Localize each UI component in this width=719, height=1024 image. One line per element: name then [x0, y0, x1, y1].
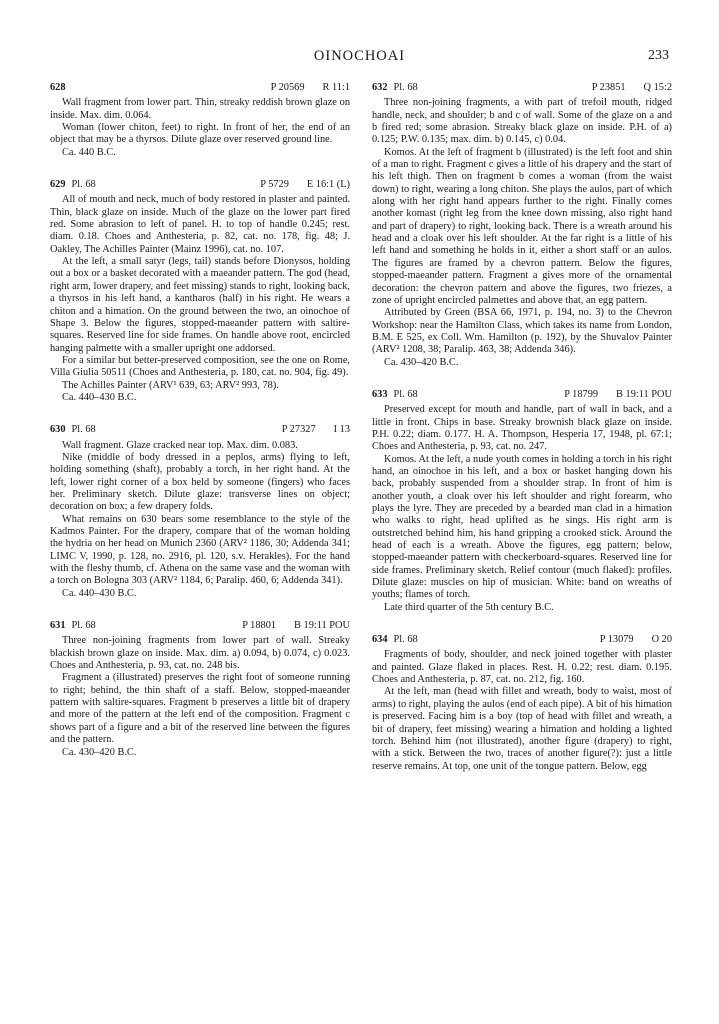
- entry-paragraph: Fragments of body, shoulder, and neck joined together with plaster and painted. Glaze flaked in places. Rest. H. 0.22; rest. diam. 0.195. Choes and Anthesteria, p. 87, cat. no. 212, fig. 160.: [372, 649, 672, 686]
- entry-inventory: P 23851: [591, 82, 626, 93]
- entry-plate: Pl. 68: [71, 620, 96, 632]
- entry-number: 631: [50, 620, 66, 632]
- entry-paragraph: Preserved except for mouth and handle, part of wall in back, and a little in front. Chips in base. Streaky brownish black glaze on inside. P.H. 0.22; diam. 0.177. H. A. Thompson, Hesperia 17, 1948, pl. 67:1; Choes and Anthesteria, p. 93, cat. no. 247.: [372, 404, 672, 453]
- entry-inventory: P 18801: [242, 620, 277, 632]
- entry-location: Q 15:2: [643, 82, 672, 93]
- entry-plate: Pl. 68: [71, 424, 96, 436]
- right-column: [372, 82, 672, 793]
- entry-number: 628: [50, 82, 66, 93]
- entry-paragraph: At the left, a small satyr (legs, tail) stands before Dionysos, holding out a box or a basket decorated with a maeander pattern. The god (head, right arm, lower drapery, and feet missing) stands to right, looking back, a thyrsos in his left hand, a kantharos (half) in his right. He wears a chiton and a himation. On the ground between the two, an oinochoe of Shape 3. Below the figures, stopped-maeander pattern with saltire-squares. Reserved line for side frames. On handle above root, encircled hanging palmette with a smaller upright one addorsed.: [50, 256, 350, 354]
- catalogue-entry: [372, 82, 672, 369]
- entry-plate: Pl. 68: [71, 179, 96, 191]
- running-head-title: OINOCHOAI: [313, 48, 406, 64]
- entry-paragraph: Komos. At the left of fragment b (illustrated) is the left foot and shin of a man to right. Fragment c gives a little of his drapery and the start of his left thigh. Then on fragment b comes a woman (from the waist down) to right, wearing a long chiton. She plays the aulos, part of which along with her right hand appears further to the right. Finally comes another komast (right leg from the knee down missing, also right hand and part of drapery) to right, looking back. There is a wreath around his head and a cloak over his left shoulder. At the far right is a little of his left hand and something he holds in it, either a short staff or an aulos. The figures are framed by a chevron pattern. Below the figures, stopped-maeander pattern. Fragment a gives more of the ornamental decoration: the chevron pattern and above the figures, two friezes, a zone of upright encircled palmettes and above that, an egg pattern.: [372, 146, 672, 306]
- entry-header: [50, 82, 350, 94]
- entry-location: B 19:11 POU: [294, 620, 350, 632]
- entry-location: B 19:11 POU: [616, 388, 672, 400]
- entry-header: [372, 389, 672, 401]
- entry-location: I 13: [333, 424, 350, 436]
- entry-location: E 16:1 (L): [306, 179, 350, 191]
- entry-number: 630: [50, 424, 66, 436]
- entry-date: Ca. 430–420 B.C.: [384, 356, 459, 368]
- entry-paragraph: For a similar but better-preserved composition, see the one on Rome, Villa Giulia 50511 (Choes and Anthesteria, p. 180, cat. no. 904, fig. 49).: [50, 354, 350, 379]
- entry-inventory: P 27327: [281, 424, 316, 436]
- entry-inventory: P 5729: [260, 179, 289, 191]
- entry-date: Ca. 440 B.C.: [62, 146, 116, 158]
- entry-paragraph: Three non-joining fragments from lower part of wall. Streaky blackish brown glaze on inside. Max. dim. a) 0.094, b) 0.074, c) 0.023. Choes and Anthesteria, p. 93, cat. no. 248 bis.: [50, 635, 350, 672]
- entry-inventory: P 18799: [564, 388, 599, 400]
- catalogue-entry: [50, 620, 350, 759]
- catalogue-entry: [372, 634, 672, 773]
- entry-number: 634: [372, 634, 388, 646]
- entry-plate: Pl. 68: [393, 82, 418, 93]
- entry-plate: Pl. 68: [393, 634, 418, 646]
- entry-date: Ca. 430–420 B.C.: [62, 746, 137, 758]
- entry-header: [372, 634, 672, 646]
- entry-paragraph: Wall fragment from lower part. Thin, streaky reddish brown glaze on inside. Max. dim. 0.064.: [50, 97, 350, 121]
- catalogue-entry: [50, 82, 350, 159]
- entry-paragraph: Attributed by Green (BSA 66, 1971, p. 194, no. 3) to the Chevron Workshop: near the Hamilton Class, which takes its name from London, B.M. E 525, ex Coll. Wm. Hamilton (p. 192), by the Shuvalov Painter (ARV² 1208, 38; Paralip. 463, 38; Addenda 346).: [372, 307, 672, 356]
- catalogue-entry: [50, 179, 350, 404]
- running-head: [0, 48, 719, 68]
- entry-paragraph: At the left, man (head with fillet and wreath, body to waist, most of arms) to right, playing the aulos (end of each pipe). A bit of his himation is preserved. Facing him is a boy (top of head with fillet and wreath, a bit of drapery, feet missing) wearing a himation and holding a lighted torch. Behind him (not illustrated), another figure (drapery) to right, with a stick. Between the two, traces of another figure(?): just a little reserve remains. At top, one unit of the tongue pattern. Below, egg: [372, 686, 672, 772]
- entry-inventory: P 13079: [599, 634, 634, 646]
- entry-plate: Pl. 68: [393, 388, 418, 400]
- entry-number: 632: [372, 82, 388, 93]
- entry-paragraph: Woman (lower chiton, feet) to right. In front of her, the end of an object that may be a thyrsos. Dilute glaze over reserved ground line.: [50, 122, 350, 146]
- entry-paragraph: Three non-joining fragments, a with part of trefoil mouth, ridged handle, neck, and shoulder; b and c of wall. Some of the glaze on a and b fired red; some abrasion. Streaky black glaze on inside. P.H. of a) 0.125; P.W. 0.135; max. dim. b) 0.145, c) 0.04.: [372, 97, 672, 146]
- entry-number: 633: [372, 388, 388, 400]
- page-number: 233: [648, 48, 669, 63]
- entry-inventory: P 20569: [270, 82, 305, 93]
- left-column: [50, 82, 350, 779]
- entry-header: [372, 82, 672, 94]
- entry-paragraph: Late third quarter of the 5th century B.C.: [384, 601, 554, 613]
- entry-date: Ca. 440–430 B.C.: [62, 587, 137, 599]
- entry-paragraph: The Achilles Painter (ARV¹ 639, 63; ARV² 993, 78).: [62, 379, 279, 391]
- entry-number: 629: [50, 179, 66, 191]
- entry-paragraph: Komos. At the left, a nude youth comes in holding a torch in his right hand, an oinochoe in his left, and a box or basket hanging down his back, probably suspended from a shoulder strap. In front of him is another youth, a cloak over his left shoulder and right forearm, who plays the lyre. They are preceded by a bearded man clad in a himation who walks to right, head uplifted as he sings. His right arm is outstretched behind him, his hand gripping a crooked stick. Around the head of each is a wreath. Above the figures, egg pattern; below, stopped-maeander pattern with checkerboard-squares. Reserved line for side frames. Preliminary sketch. Relief contour (much flaked): profiles. Dilute glaze: muscles on hip of musician. White: band on wreaths of youths; flames of torch.: [372, 453, 672, 601]
- entry-header: [50, 179, 350, 191]
- entry-paragraph: What remains on 630 bears some resemblance to the style of the Kadmos Painter. For the drapery, compare that of the woman holding the hydria on her head on Munich 2360 (ARV² 1186, 30; Addenda 341; LIMC V, 1990, p. 128, no. 2916, pl. 120, s.v. Herakles). For the hand with the fleshy thumb, cf. Athena on the same vase and the woman with a torch on Bologna 303 (ARV² 1184, 6; Paralip. 460, 6; Addenda 341).: [50, 513, 350, 587]
- entry-date: Ca. 440–430 B.C.: [62, 391, 137, 403]
- entry-paragraph: All of mouth and neck, much of body restored in plaster and painted. Thin, black glaze on inside. Much of the glaze on the lower part fired red. Some abrasion to left of panel. H. to top of handle 0.245; rest. diam. 0.18. Choes and Anthesteria, p. 82, cat. no. 178, fig. 48; J. Oakley, The Achilles Painter (Mainz 1996), cat. no. 107.: [50, 194, 350, 255]
- entry-paragraph: Wall fragment. Glaze cracked near top. Max. dim. 0.083.: [62, 439, 298, 451]
- catalogue-entry: [372, 389, 672, 614]
- entry-paragraph: Nike (middle of body dressed in a peplos, arms) flying to left, holding something (shaft), probably a torch, in her right hand. At the left, lower right corner of a box held by someone (fingers) who faces her. Preliminary sketch. Dilute glaze: transverse lines on object; decoration on box; a few drapery folds.: [50, 451, 350, 513]
- entry-header: [50, 424, 350, 436]
- entry-location: O 20: [651, 634, 672, 646]
- entry-paragraph: Fragment a (illustrated) preserves the right foot of someone running to right; behind, the thin shaft of a staff. Below, stopped-maeander pattern with saltire-squares. Fragment b preserves a little bit of drapery and more of the pattern at the left end of the composition. Fragment c shows part of a figure and a bit of the reserved line between the figures and the pattern.: [50, 672, 350, 746]
- entry-header: [50, 620, 350, 632]
- catalogue-entry: [50, 424, 350, 600]
- entry-location: R 11:1: [322, 82, 350, 93]
